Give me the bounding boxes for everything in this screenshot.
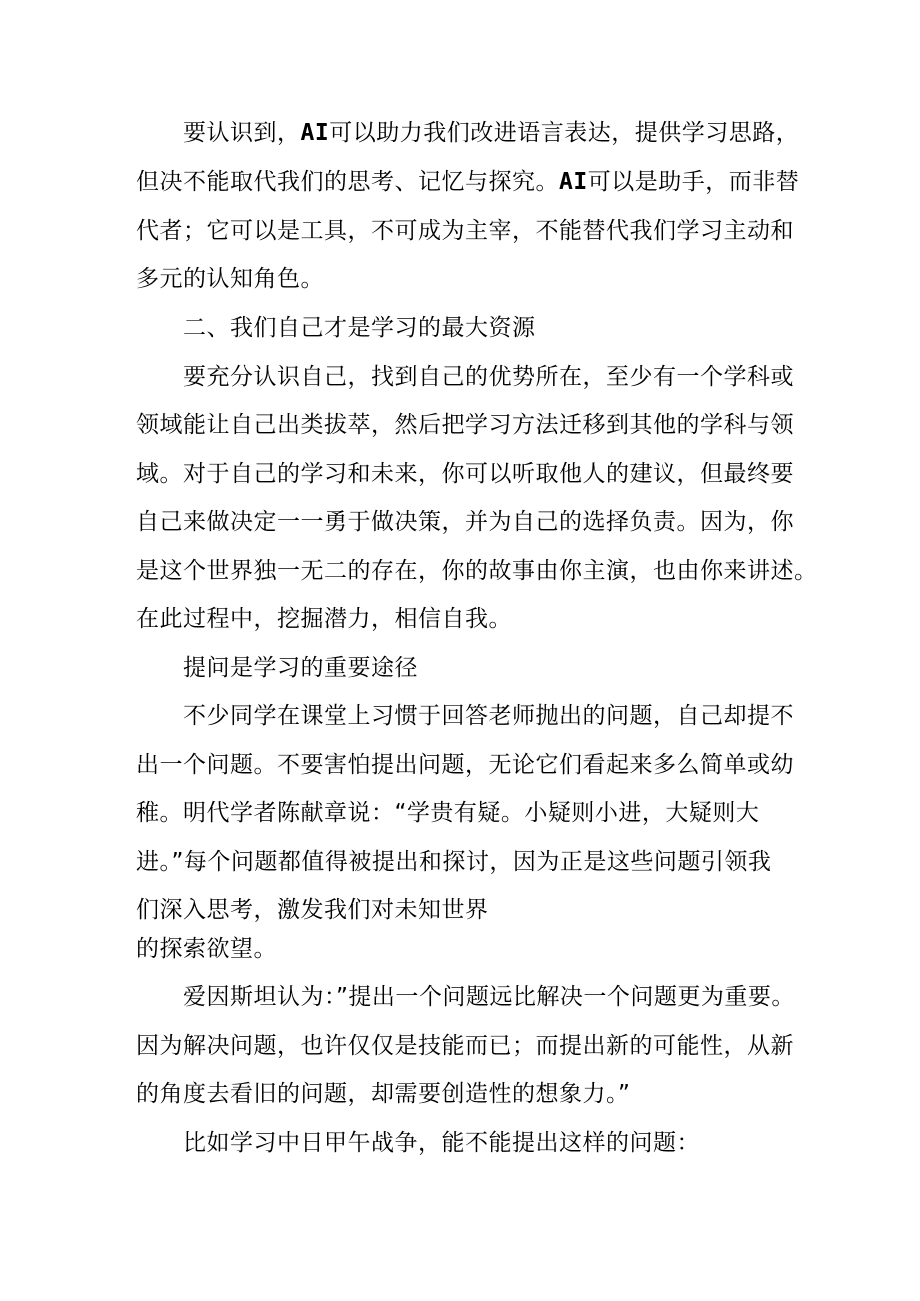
- paragraph-4-line-1: 爱因斯坦认为：”提出一个问题远比解决一个问题更为重要。: [183, 984, 795, 1010]
- text-segment: 可以助力我们改进语言表达，提供学习思路，: [329, 120, 800, 146]
- paragraph-1-line-2: [136, 167, 799, 197]
- paragraph-3-line-2: 出一个问题。不要害怕提出问题，无论它们看起来多么简单或幼: [136, 752, 794, 778]
- ai-term: AI: [559, 169, 588, 195]
- paragraph-2-line-1: 要充分认识自己，找到自己的优势所在，至少有一个学科或: [183, 364, 794, 390]
- paragraph-2-line-5: 是这个世界独一无二的存在，你的故事由你主演，也由你来讲述。: [136, 558, 818, 584]
- paragraph-2-line-6: 在此过程中，挖掘潜力，相信自我。: [136, 606, 512, 632]
- paragraph-1-line-4: 多元的认知角色。: [136, 266, 324, 292]
- text-segment: 可以是助手，而非替: [587, 169, 800, 195]
- paragraph-3-line-1: 不少同学在课堂上习惯于回答老师抛出的问题，自己却提不: [183, 703, 794, 729]
- text-segment: 要认识到，: [183, 120, 301, 146]
- ai-term: AI: [300, 120, 330, 146]
- paragraph-1-line-1: [183, 118, 799, 148]
- paragraph-5-line-1: 比如学习中日甲午战争，能不能提出这样的问题：: [183, 1130, 700, 1156]
- paragraph-2-line-2: 领域能让自己出类拔萃，然后把学习方法迁移到其他的学科与领: [136, 412, 794, 438]
- paragraph-2-line-4: 自己来做决定一一勇于做决策，并为自己的选择负责。因为，你: [136, 509, 794, 535]
- paragraph-3-line-6: 的探索欲望。: [136, 936, 277, 962]
- paragraph-3-line-4: 进。”每个问题都值得被提出和探讨，因为正是这些问题引领我: [136, 849, 772, 875]
- section-heading-3: 提问是学习的重要途径: [183, 655, 418, 681]
- paragraph-3-line-5: 们深入思考，激发我们对未知世界: [136, 897, 489, 923]
- paragraph-1-line-3: 代者；它可以是工具，不可成为主宰，不能替代我们学习主动和: [136, 218, 794, 244]
- paragraph-3-line-3: 稚。明代学者陈献章说：“学贵有疑。小疑则小进，大疑则大: [136, 800, 760, 826]
- paragraph-2-line-3: 域。对于自己的学习和未来，你可以听取他人的建议，但最终要: [136, 461, 794, 487]
- section-heading-2: 二、我们自己才是学习的最大资源: [183, 315, 536, 341]
- paragraph-4-line-3: 的角度去看旧的问题，却需要创造性的想象力。”: [136, 1081, 631, 1107]
- text-segment: 但决不能取代我们的思考、记忆与探究。: [136, 169, 559, 195]
- paragraph-4-line-2: 因为解决问题，也许仅仅是技能而已；而提出新的可能性，从新: [136, 1033, 794, 1059]
